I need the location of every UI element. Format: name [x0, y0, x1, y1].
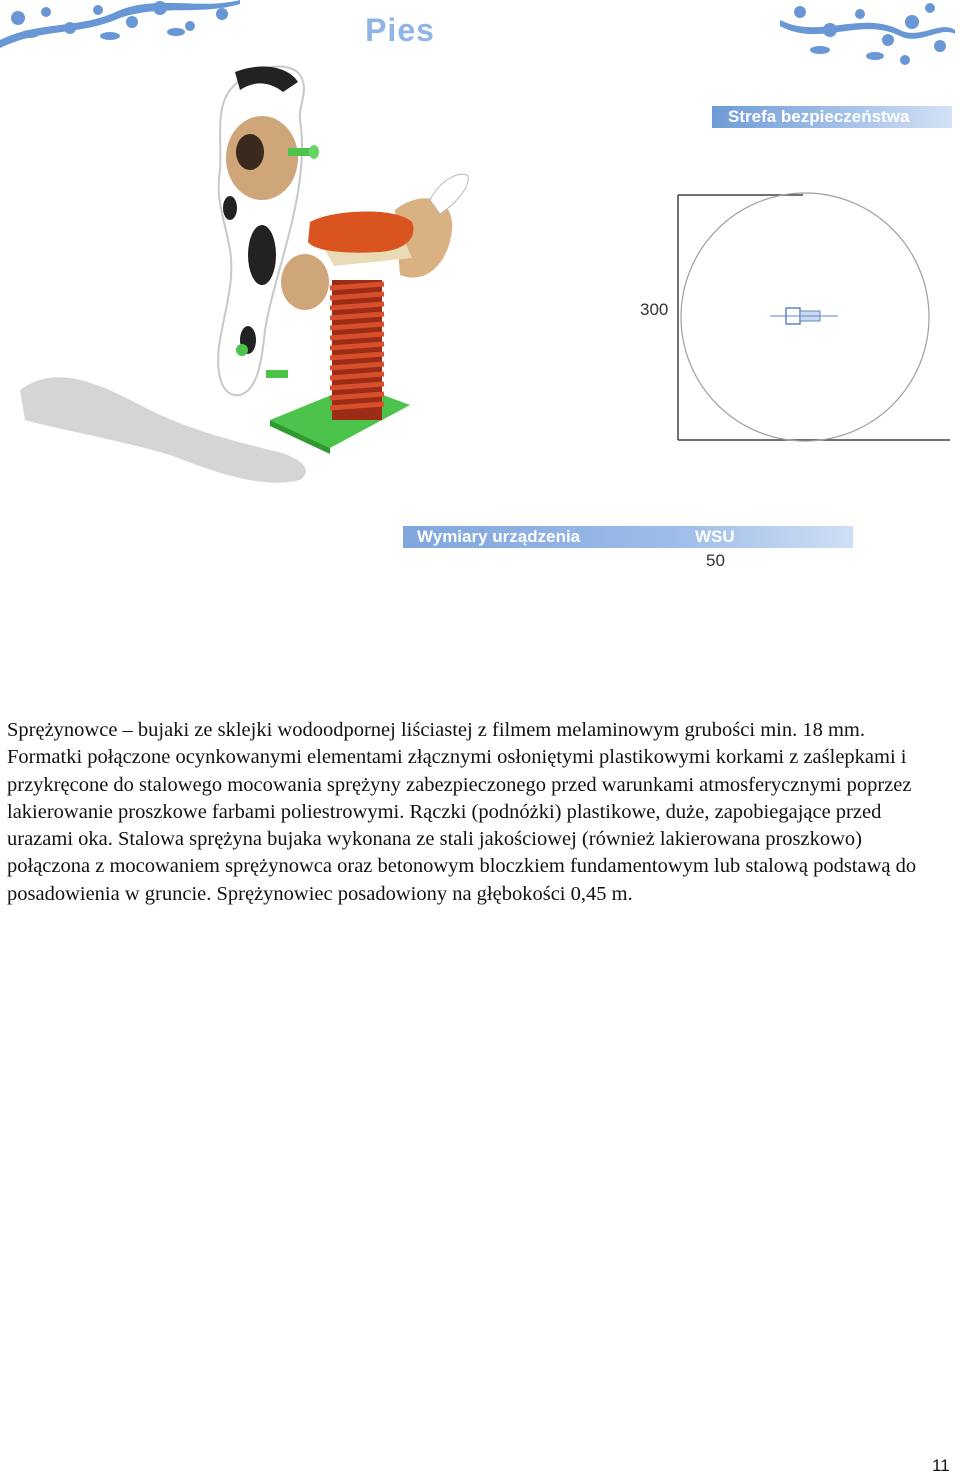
wsu-value: 50 [706, 551, 725, 570]
page-number: 11 [932, 1456, 950, 1475]
description-paragraph: Sprężynowce – bujaki ze sklejki wodoodpornej liściastej z filmem melaminowym grubości min. 18 mm. [7, 719, 865, 741]
spring [330, 280, 384, 420]
seat [308, 211, 413, 266]
floral-ornament-right [780, 3, 955, 65]
safety-zone-label: Strefa bezpieczeństwa [712, 106, 952, 128]
dog-leg [281, 254, 329, 310]
device-dimensions-label: Wymiary urządzenia [417, 527, 581, 546]
description-paragraph: Formatki połączone ocynkowanymi elementami złącznymi osłoniętymi plastikowymi korkami z zaślepkami i przykręcone do stalowego mocowania sprężyny zabezpieczonego przed warunkami atmosferycznymi poprzez lakierowanie proszkowe farbami poliestrowymi. Rączki (podnóżki) plastikowe, duże, zapobiegające przed urazami oka. Stalowa sprężyna bujaka wykonana ze stali jakościowej (również lakierowana proszkowo) połączona z mocowaniem sprężynowca oraz betonowym bloczkiem fundamentowym lub stalową podstawą do posadowienia w gruncie. Sprężynowiec posadowiony na głębokości 0,45 m. [7, 746, 917, 905]
floral-ornament-left [0, 0, 240, 48]
safety-zone-diagram [678, 193, 950, 441]
banner-graphics [0, 0, 960, 590]
wsu-label: WSU [695, 527, 735, 546]
device-dimensions-bar [403, 526, 853, 548]
shadow [20, 377, 306, 482]
product-banner [0, 0, 960, 590]
safety-zone-dimension: 300 [640, 300, 669, 319]
product-title: Pies [365, 12, 435, 48]
description [7, 717, 937, 908]
